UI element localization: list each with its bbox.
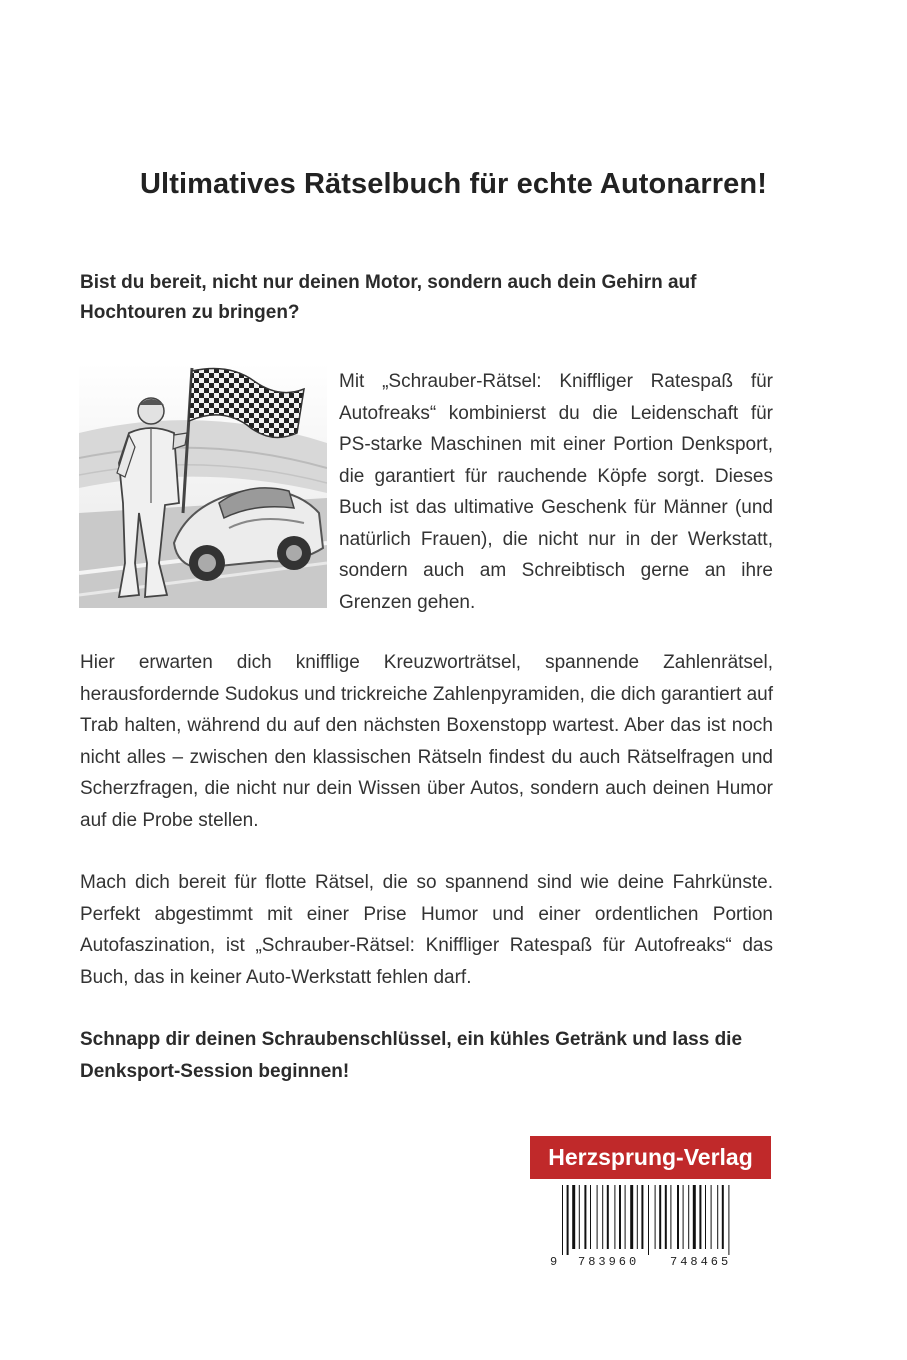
barcode-bar [584, 1185, 586, 1249]
paragraph-puzzles: Hier erwarten dich knifflige Kreuzworträtsel, spannende Zahlenrätsel, herausfordernde Sudokus und trickreiche Zahlenpyramiden, die dich garantiert auf Trab halten, während du auf den nächsten Boxenstopp wartest. Aber das ist noch nicht alles – zwischen den klassischen Rätseln findest du auch Rätselfragen und Scherzfragen, die nicht nur dein Wissen über Autos, sondern auch deinen Humor auf die Probe stellen. [80, 652, 773, 831]
barcode-bar [705, 1185, 706, 1249]
barcode-bar [677, 1185, 679, 1249]
barcode-bar [630, 1185, 633, 1249]
barcode-first-digit: 9 [550, 1255, 558, 1269]
barcode-bar [562, 1185, 563, 1255]
barcode-bar [619, 1185, 621, 1249]
paragraph-humor: Mach dich bereit für flotte Rätsel, die so spannend sind wie deine Fahrkünste. Perfekt abgestimmt mit einer Prise Humor und einer ordentlichen Portion Autofaszination, ist „Schrauber-Rätsel: Kniffliger Ratespaß für Autofreaks“ das Buch, das in keiner Auto-Werkstatt fehlen darf. [80, 872, 773, 988]
barcode-group-2: 748465 [670, 1255, 732, 1269]
barcode-bar [625, 1185, 626, 1249]
barcode-bar [699, 1185, 701, 1249]
barcode-bar [637, 1185, 638, 1249]
barcode-bar [722, 1185, 724, 1249]
barcode-bar [683, 1185, 684, 1249]
race-driver-illustration [79, 363, 327, 608]
race-driver-car-image [79, 363, 327, 608]
barcode-bar [670, 1185, 671, 1249]
barcode-group-1: 783960 [578, 1255, 640, 1269]
barcode-bar [590, 1185, 591, 1249]
barcode-bar [579, 1185, 580, 1249]
barcode-bar [641, 1185, 643, 1249]
barcode-bar [688, 1185, 689, 1249]
publisher-logo [530, 1136, 771, 1179]
barcode-bar [711, 1185, 712, 1249]
barcode-bar [572, 1185, 575, 1249]
barcode-bar [567, 1185, 569, 1255]
intro-paragraph: Mit „Schrauber-Rätsel: Kniffliger Ratespaß für Autofreaks“ kombinierst du die Leidenschaft für PS-starke Maschinen mit einer Portion Denksport, die garantiert für rauchende Köpfe sorgt. Dieses Buch ist das ultimative Geschenk für Männer (und natürlich Frauen), die nicht nur in der Werkstatt, sondern auch am Schreibtisch gerne an ihre Grenzen gehen. [339, 371, 773, 613]
closing-call-to-action: Schnapp dir deinen Schraubenschlüssel, ein kühles Getränk und lass die Denksport-Session beginnen! [80, 1029, 743, 1082]
barcode-bar [597, 1185, 598, 1249]
publisher-name: Herzsprung-Verlag [548, 1144, 753, 1170]
isbn-barcode [548, 1181, 771, 1271]
barcode-bar [665, 1185, 667, 1249]
barcode-bar [607, 1185, 609, 1249]
lead-question: Bist du bereit, nicht nur deinen Motor, sondern auch dein Gehirn auf Hochtouren zu bringen? [80, 272, 697, 323]
page-title: Ultimatives Rätselbuch für echte Autonarren! [140, 168, 767, 200]
barcode-bar [602, 1185, 603, 1249]
barcode-bar [648, 1185, 649, 1255]
barcode-bar [614, 1185, 615, 1249]
barcode-bars [548, 1181, 771, 1271]
barcode-bar [717, 1185, 718, 1249]
barcode-bar [693, 1185, 696, 1249]
barcode-bar [655, 1185, 656, 1249]
barcode-bar [659, 1185, 661, 1249]
barcode-bar [728, 1185, 729, 1255]
